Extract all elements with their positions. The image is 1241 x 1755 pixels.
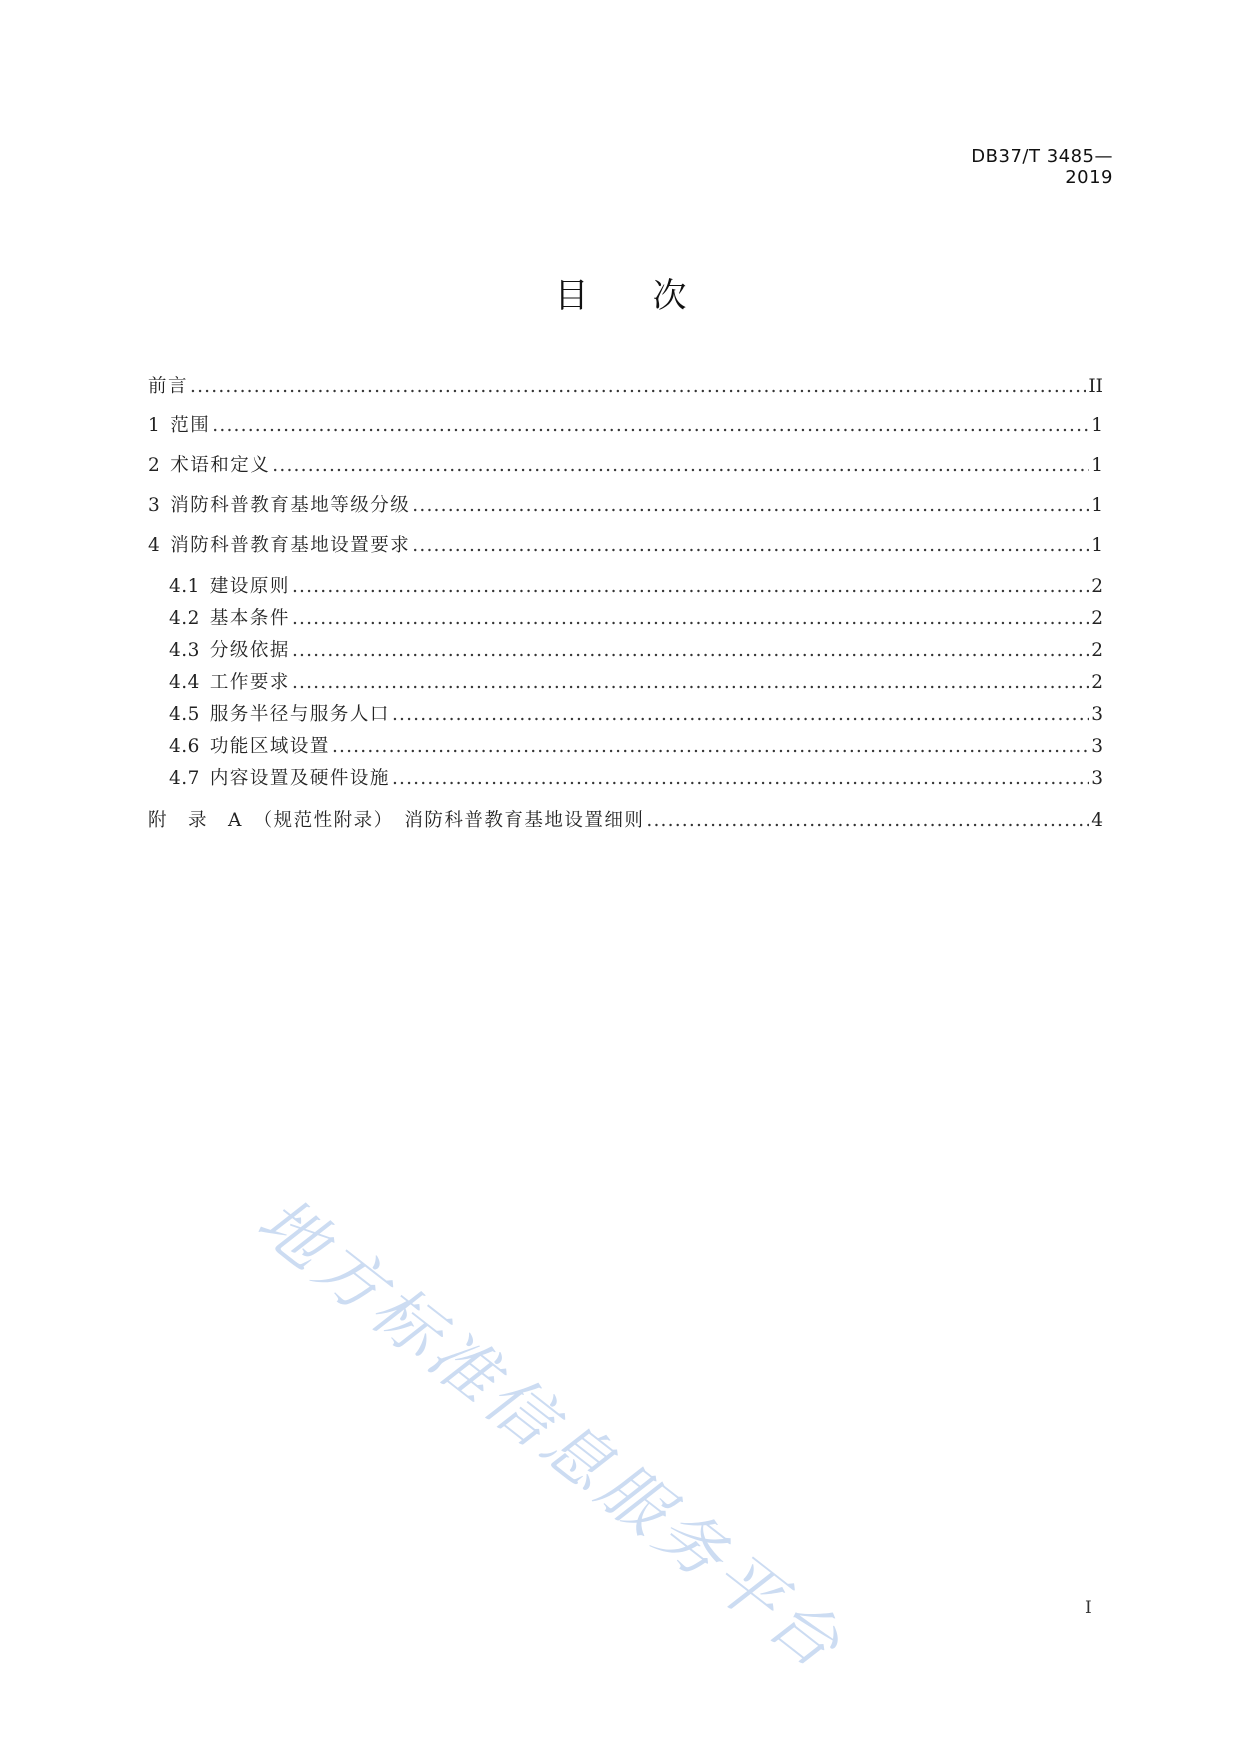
toc-entry-label: 范围 — [170, 415, 211, 436]
toc-leader-dots — [292, 640, 1089, 661]
toc-leader-dots — [292, 576, 1089, 597]
toc-entry[interactable] — [169, 764, 1103, 790]
toc-entry-number: 4.6 — [169, 736, 200, 757]
toc-title-char-1: 目 — [554, 276, 589, 316]
toc-entry-page: II — [1088, 376, 1103, 397]
toc-entry-label: 前言 — [148, 376, 189, 397]
toc-entry[interactable] — [169, 572, 1103, 598]
toc-entry-number: 1 — [148, 415, 161, 436]
toc-entry[interactable] — [148, 491, 1103, 517]
toc-entry-page: 4 — [1091, 810, 1103, 831]
toc-entry-page: 1 — [1091, 535, 1103, 556]
toc-entry-label: 服务半径与服务人口 — [209, 704, 390, 725]
toc-entry-label: 术语和定义 — [170, 455, 271, 476]
toc-title — [0, 268, 1241, 317]
toc-entry[interactable] — [169, 636, 1103, 662]
toc-entry-number: 2 — [148, 455, 161, 476]
toc-entry-label: 内容设置及硬件设施 — [209, 768, 390, 789]
toc-entry-page: 1 — [1091, 455, 1103, 476]
toc-leader-dots — [412, 495, 1089, 516]
toc-leader-dots — [646, 810, 1089, 831]
toc-entry[interactable] — [169, 732, 1103, 758]
toc-entry-page: 2 — [1091, 640, 1103, 661]
toc-entry-label: 附 录 A （规范性附录） 消防科普教育基地设置细则 — [148, 810, 645, 831]
toc-entry-page: 3 — [1091, 768, 1103, 789]
toc-entry-label: 消防科普教育基地设置要求 — [170, 535, 411, 556]
toc-entry-label: 工作要求 — [209, 672, 290, 693]
toc-entry[interactable] — [148, 372, 1103, 398]
toc-leader-dots — [292, 608, 1089, 629]
toc-entry-number: 3 — [148, 495, 161, 516]
toc-entry-number: 4 — [148, 535, 161, 556]
toc-entry[interactable] — [169, 668, 1103, 694]
toc-entry[interactable] — [148, 806, 1103, 832]
toc-entry-label: 消防科普教育基地等级分级 — [170, 495, 411, 516]
toc-leader-dots — [392, 768, 1089, 789]
toc-entry[interactable] — [169, 700, 1103, 726]
toc-entry-label: 建设原则 — [209, 576, 290, 597]
toc-leader-dots — [292, 672, 1089, 693]
toc-entry[interactable] — [169, 604, 1103, 630]
toc-entry-label: 基本条件 — [209, 608, 290, 629]
toc-entry-page: 1 — [1091, 495, 1103, 516]
toc-entry-number: 4.5 — [169, 704, 200, 725]
document-code: DB37/T 3485—2019 — [971, 146, 1113, 188]
toc-entry-page: 3 — [1091, 704, 1103, 725]
toc-entry-number: 4.2 — [169, 608, 200, 629]
toc-entry[interactable] — [148, 451, 1103, 477]
toc-entry-page: 2 — [1091, 576, 1103, 597]
toc-entry-label: 功能区域设置 — [209, 736, 330, 757]
page-number: I — [1085, 1598, 1092, 1618]
toc-leader-dots — [190, 376, 1086, 397]
toc-leader-dots — [212, 415, 1089, 436]
toc-entry[interactable] — [148, 411, 1103, 437]
toc-entry-page: 1 — [1091, 415, 1103, 436]
toc-entry-label: 分级依据 — [209, 640, 290, 661]
toc-leader-dots — [272, 455, 1089, 476]
toc-leader-dots — [392, 704, 1089, 725]
toc-entry-number: 4.4 — [169, 672, 200, 693]
watermark: 地方标准信息服务平台 — [243, 1181, 859, 1686]
toc-leader-dots — [332, 736, 1089, 757]
toc-entry-page: 2 — [1091, 608, 1103, 629]
toc-entry-number: 4.7 — [169, 768, 200, 789]
toc-entry-number: 4.3 — [169, 640, 200, 661]
toc-entry-page: 3 — [1091, 736, 1103, 757]
toc-leader-dots — [412, 535, 1089, 556]
toc-entry[interactable] — [148, 531, 1103, 557]
toc-title-char-2: 次 — [652, 276, 687, 316]
toc-entry-page: 2 — [1091, 672, 1103, 693]
toc-entry-number: 4.1 — [169, 576, 200, 597]
